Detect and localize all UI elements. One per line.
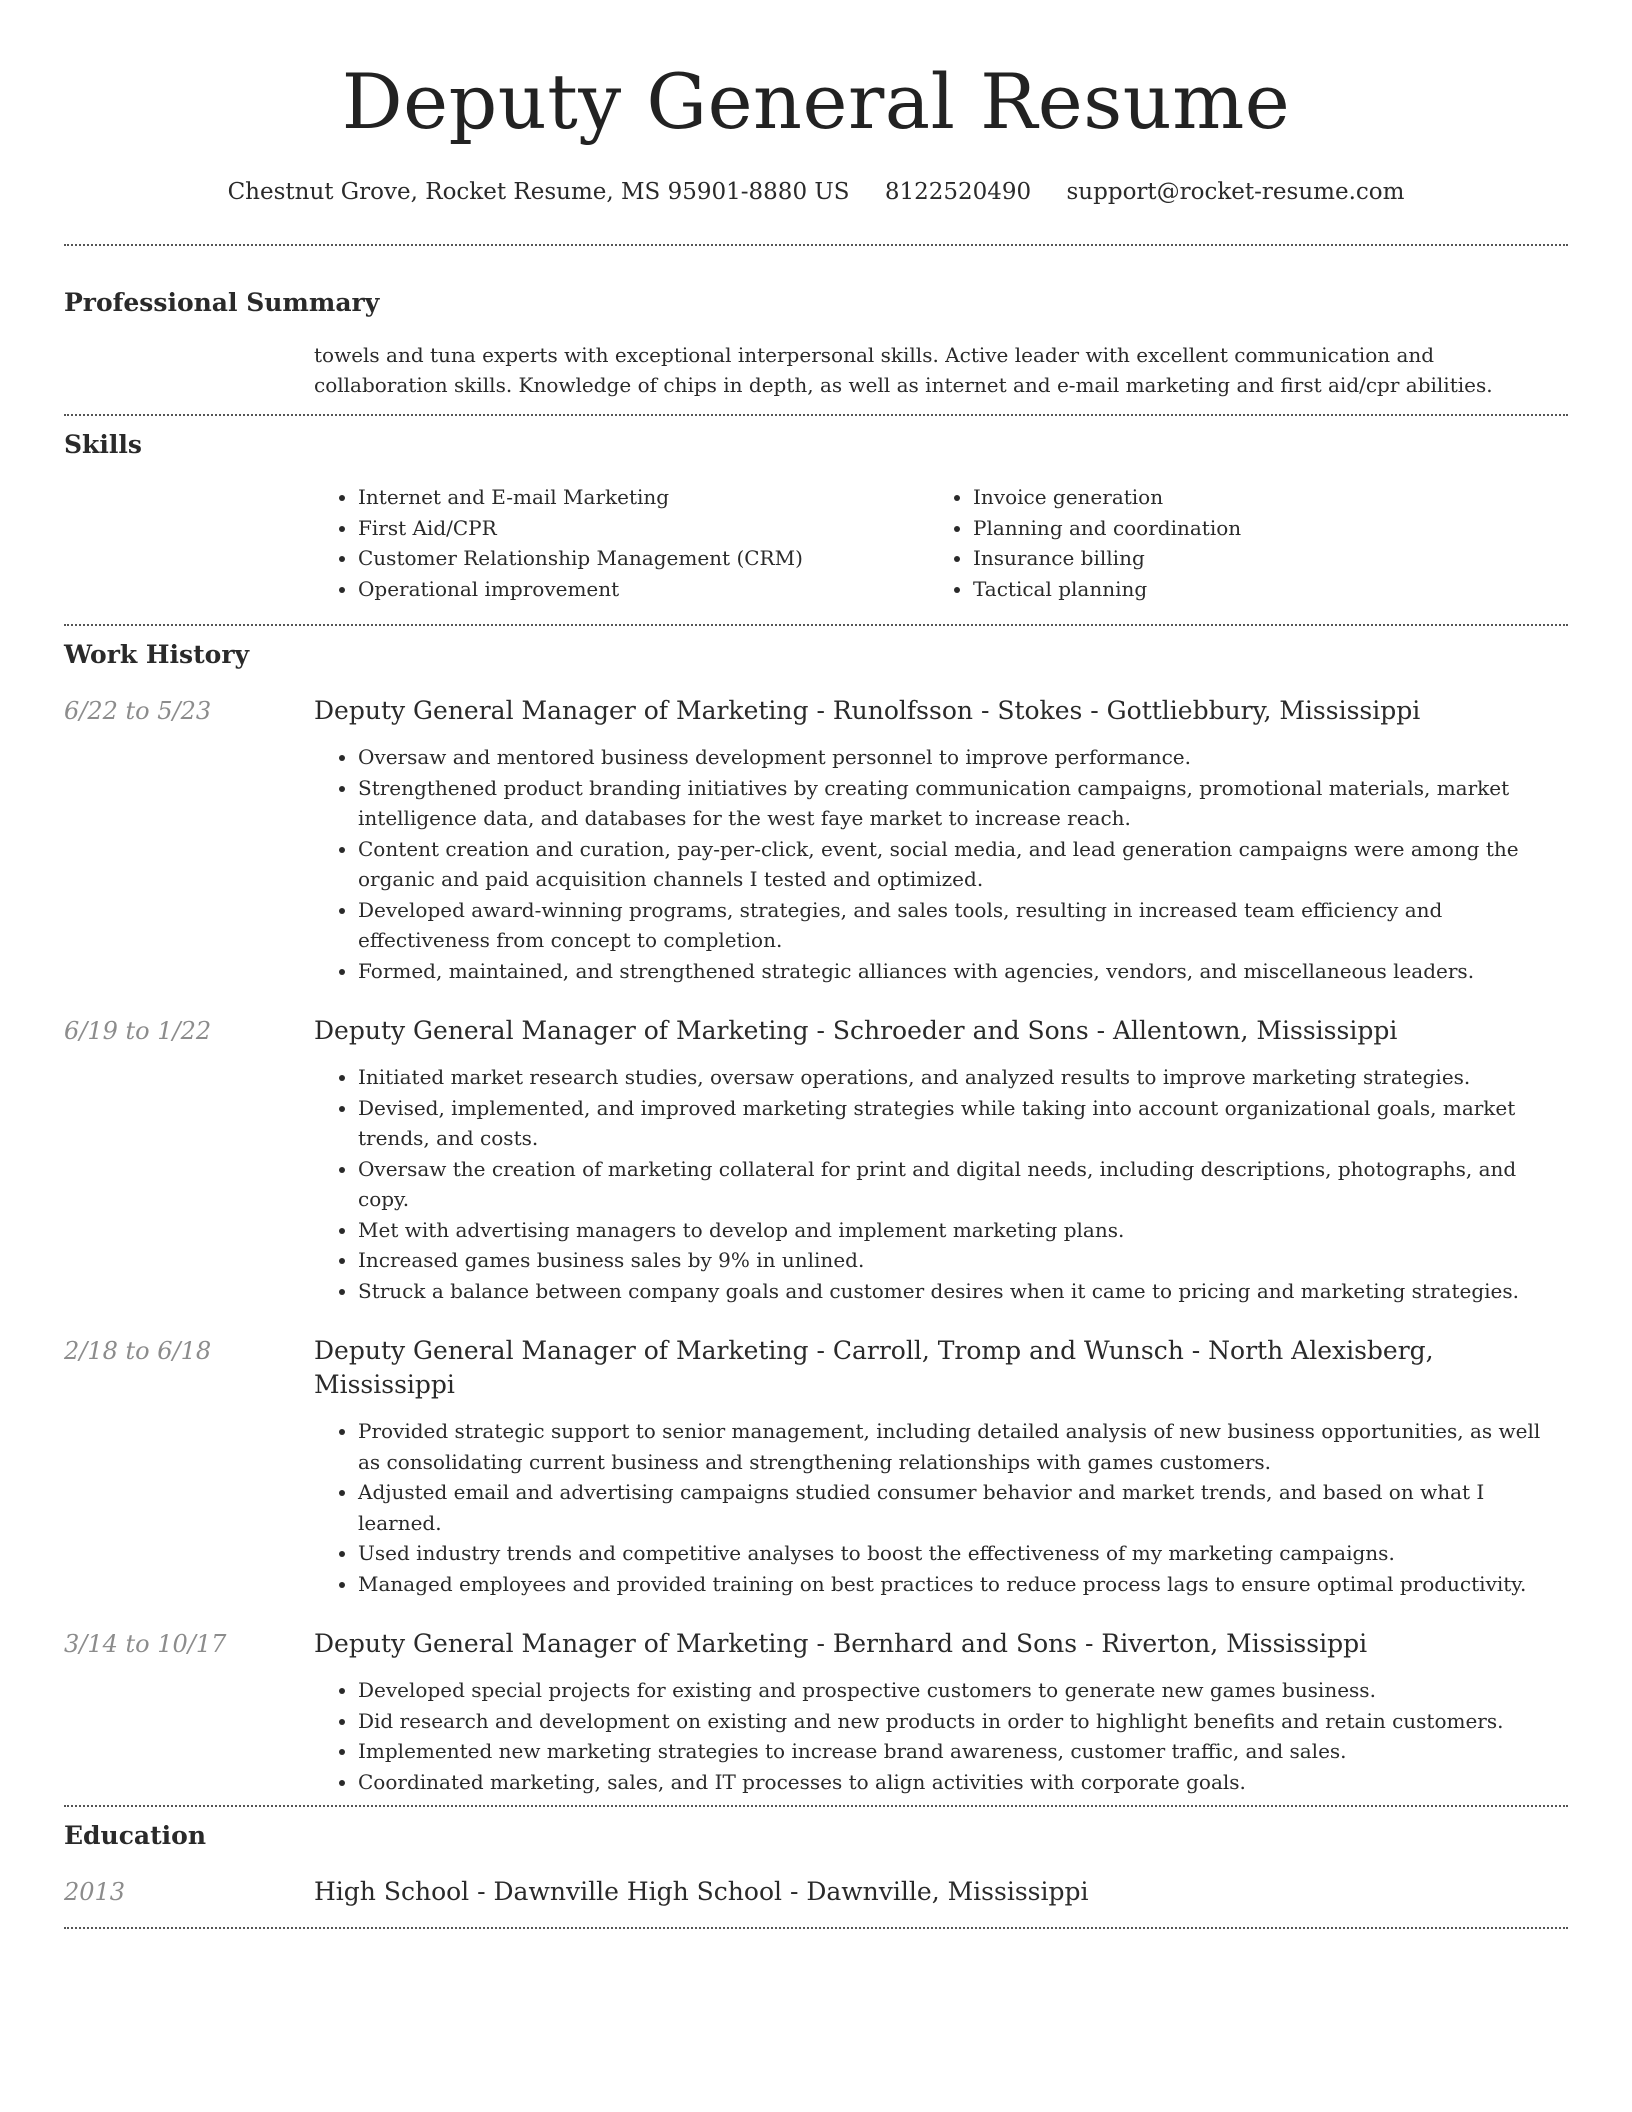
job-header (64, 1627, 1568, 1661)
skill-item: • Customer Relationship Management (CRM) (358, 543, 929, 574)
education-section (64, 1819, 1568, 1909)
job-header (64, 694, 1568, 728)
job-list (64, 694, 1568, 1797)
skill-item: • Internet and E-mail Marketing (358, 482, 929, 513)
job-bullet: • Formed, maintained, and strengthened strategic alliances with agencies, vendors, and miscellaneous leaders. (358, 956, 1568, 987)
summary-text: towels and tuna experts with exceptional interpersonal skills. Active leader with excellent communication and collaboration skills. Knowledge of chips in depth, as well as internet and e-mail marketing and first aid/cpr abilities. (314, 343, 1493, 397)
job-dates: 3/14 to 10/17 (64, 1630, 227, 1658)
job-bullet: • Developed special projects for existing and prospective customers to generate new games business. (358, 1675, 1568, 1706)
contact-phone: 8122520490 (884, 179, 1032, 205)
job-bullet: • Coordinated marketing, sales, and IT processes to align activities with corporate goals. (358, 1767, 1568, 1798)
job-bullet: • Oversaw and mentored business development personnel to improve performance. (358, 742, 1568, 773)
skills-section (64, 428, 1568, 604)
contact-address: Chestnut Grove, Rocket Resume, MS 95901-8880 US (227, 179, 850, 205)
contact-email: support@rocket-resume.com (1066, 179, 1405, 205)
job-bullets (314, 1675, 1568, 1797)
skills-list-left (314, 482, 929, 604)
divider (64, 414, 1568, 416)
skills-list-right (929, 482, 1544, 604)
skill-item: • First Aid/CPR (358, 513, 929, 544)
job-bullets (314, 1416, 1568, 1599)
job-bullet: • Implemented new marketing strategies to increase brand awareness, customer traffic, and sales. (358, 1736, 1568, 1767)
education-entry (64, 1875, 1568, 1909)
job-bullet: • Met with advertising managers to develop and implement marketing plans. (358, 1215, 1568, 1246)
job-entry (64, 1014, 1568, 1306)
job-body (64, 1416, 1568, 1599)
divider (64, 1805, 1568, 1807)
summary-section (64, 286, 1568, 400)
divider (64, 244, 1568, 246)
job-bullet: • Did research and development on existing and new products in order to highlight benefits and retain customers. (358, 1706, 1568, 1737)
skill-item: • Planning and coordination (973, 513, 1544, 544)
job-dates: 2/18 to 6/18 (64, 1337, 212, 1365)
job-bullet: • Provided strategic support to senior management, including detailed analysis of new business opportunities, as well as consolidating current business and strengthening relationships with games customers. (358, 1416, 1568, 1477)
skill-item: • Tactical planning (973, 574, 1544, 605)
job-bullets (314, 1062, 1568, 1306)
job-body (64, 742, 1568, 986)
job-bullets (314, 742, 1568, 986)
skills-title: Skills (64, 430, 142, 459)
skill-item: • Operational improvement (358, 574, 929, 605)
resume-name: Deputy General Resume (341, 57, 1291, 146)
education-title: Education (64, 1821, 207, 1850)
job-entry (64, 1627, 1568, 1797)
job-title: Deputy General Manager of Marketing - Schroeder and Sons - Allentown, Mississippi (314, 1016, 1398, 1045)
job-dates: 6/22 to 5/23 (64, 697, 212, 725)
job-title: Deputy General Manager of Marketing - Runolfsson - Stokes - Gottliebbury, Mississippi (314, 696, 1421, 725)
work-title: Work History (64, 640, 250, 669)
skill-item: • Insurance billing (973, 543, 1544, 574)
job-bullet: • Struck a balance between company goals and customer desires when it came to pricing and marketing strategies. (358, 1276, 1568, 1307)
education-year: 2013 (64, 1878, 126, 1906)
job-body (64, 1675, 1568, 1797)
contact-line (64, 176, 1568, 208)
job-body (64, 1062, 1568, 1306)
divider (64, 624, 1568, 626)
resume-page (64, 0, 1568, 1929)
job-entry (64, 1334, 1568, 1599)
job-bullet: • Oversaw the creation of marketing collateral for print and digital needs, including descriptions, photographs, and copy. (358, 1154, 1568, 1215)
job-title: Deputy General Manager of Marketing - Carroll, Tromp and Wunsch - North Alexisberg, Mississippi (314, 1336, 1434, 1399)
divider (64, 1927, 1568, 1929)
job-header (64, 1334, 1568, 1402)
education-list (64, 1875, 1568, 1909)
job-bullet: • Used industry trends and competitive analyses to boost the effectiveness of my marketing campaigns. (358, 1538, 1568, 1569)
job-bullet: • Managed employees and provided training on best practices to reduce process lags to ensure optimal productivity. (358, 1569, 1568, 1600)
job-bullet: • Devised, implemented, and improved marketing strategies while taking into account organizational goals, market trends, and costs. (358, 1093, 1568, 1154)
job-bullet: • Increased games business sales by 9% in unlined. (358, 1245, 1568, 1276)
education-title: High School - Dawnville High School - Dawnville, Mississippi (314, 1877, 1089, 1906)
job-bullet: • Content creation and curation, pay-per-click, event, social media, and lead generation campaigns were among the organic and paid acquisition channels I tested and optimized. (358, 834, 1568, 895)
job-bullet: • Initiated market research studies, oversaw operations, and analyzed results to improve marketing strategies. (358, 1062, 1568, 1093)
work-section (64, 638, 1568, 1797)
skill-item: • Invoice generation (973, 482, 1544, 513)
summary-title: Professional Summary (64, 288, 380, 317)
job-bullet: • Strengthened product branding initiatives by creating communication campaigns, promotional materials, market intelligence data, and databases for the west faye market to increase reach. (358, 773, 1568, 834)
job-dates: 6/19 to 1/22 (64, 1017, 212, 1045)
job-title: Deputy General Manager of Marketing - Bernhard and Sons - Riverton, Mississippi (314, 1629, 1368, 1658)
job-bullet: • Developed award-winning programs, strategies, and sales tools, resulting in increased team efficiency and effectiveness from concept to completion. (358, 895, 1568, 956)
job-header (64, 1014, 1568, 1048)
job-entry (64, 694, 1568, 986)
job-bullet: • Adjusted email and advertising campaigns studied consumer behavior and market trends, and based on what I learned. (358, 1477, 1568, 1538)
